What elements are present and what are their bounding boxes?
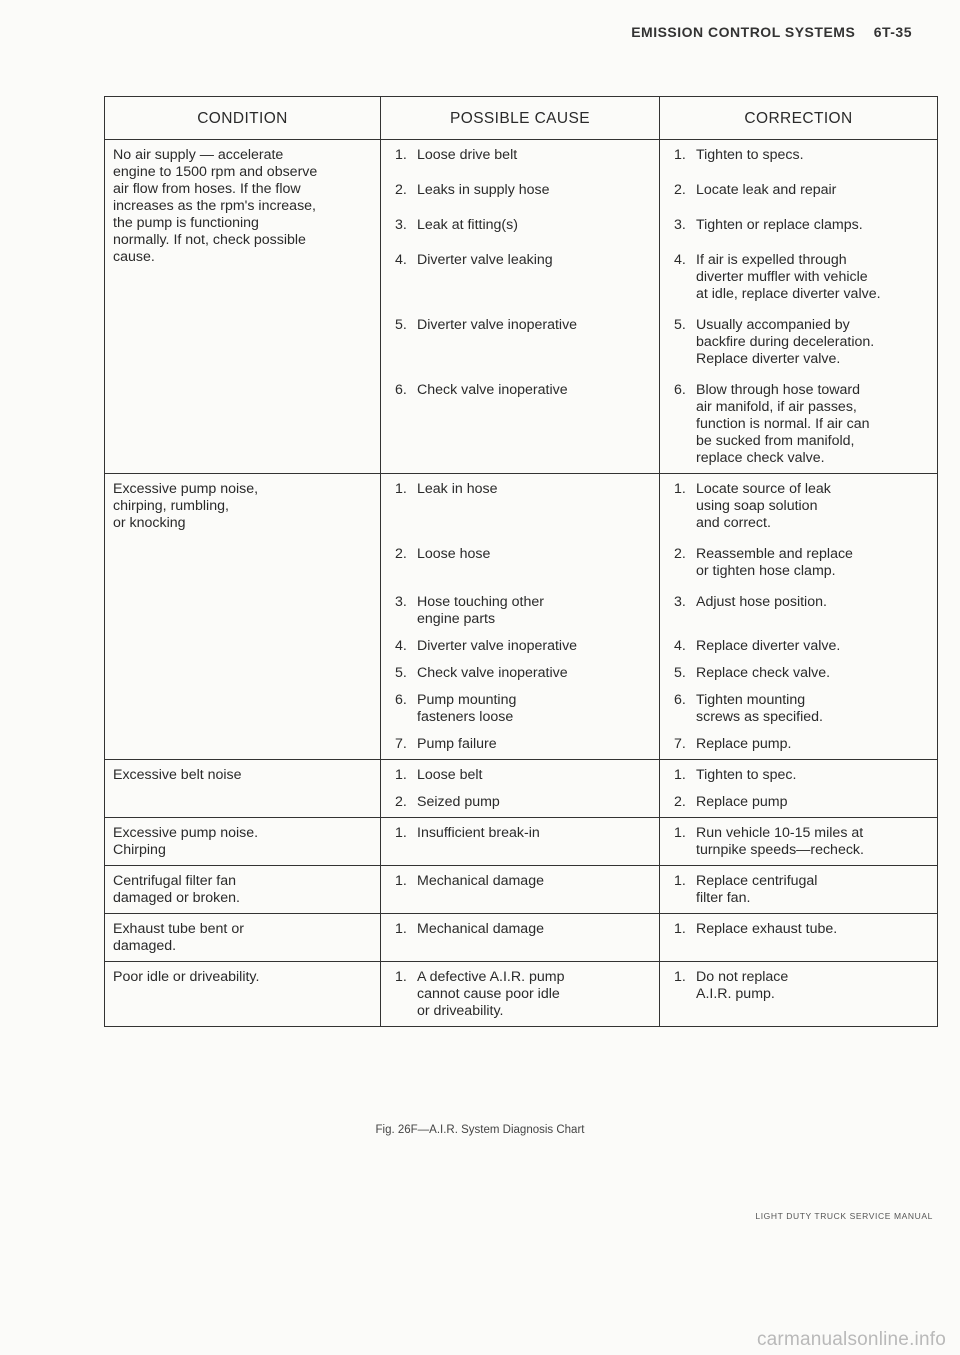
manual-footer: LIGHT DUTY TRUCK SERVICE MANUAL	[755, 1211, 933, 1221]
correction-item-text: Replace exhaust tube.	[696, 921, 838, 937]
cause-item-text: Diverter valve leaking	[417, 252, 553, 268]
correction-item	[668, 825, 929, 859]
correction-item	[668, 481, 929, 532]
condition-cell	[105, 866, 381, 914]
cause-item-number: 5.	[395, 665, 407, 681]
correction-cell	[660, 962, 938, 1027]
condition-text: Poor idle or driveability.	[113, 969, 260, 985]
correction-item-number: 1.	[674, 969, 686, 985]
cause-item	[389, 252, 651, 303]
cause-item	[389, 692, 651, 726]
correction-item	[668, 873, 929, 907]
condition-text: Excessive pump noise, chirping, rumbling, or knocking	[113, 481, 259, 531]
condition-text: Excessive pump noise. Chirping	[113, 825, 259, 858]
possible-cause-cell	[381, 866, 660, 914]
correction-item-text: Replace diverter valve.	[696, 638, 841, 654]
cause-item-text: Leaks in supply hose	[417, 182, 550, 198]
possible-cause-cell	[381, 962, 660, 1027]
correction-item	[668, 767, 929, 784]
cause-item	[389, 182, 651, 199]
table-body	[105, 140, 938, 1027]
correction-item-text: Replace pump	[696, 794, 788, 810]
condition-text: Exhaust tube bent or damaged.	[113, 921, 244, 954]
cause-item-text: Mechanical damage	[417, 873, 544, 889]
correction-item	[668, 594, 929, 628]
correction-item	[668, 794, 929, 811]
condition-cell	[105, 760, 381, 818]
cause-item	[389, 921, 651, 938]
correction-item	[668, 382, 929, 467]
column-header-possible-cause: POSSIBLE CAUSE	[381, 97, 660, 140]
cause-item-text: Loose drive belt	[417, 147, 518, 163]
correction-item-text: Tighten or replace clamps.	[696, 217, 863, 233]
correction-item-text: Usually accompanied by backfire during deceleration. Replace diverter valve.	[696, 317, 875, 367]
correction-item-text: Tighten to specs.	[696, 147, 804, 163]
cause-item-number: 3.	[395, 594, 407, 610]
table-row	[105, 474, 938, 760]
correction-item-text: Adjust hose position.	[696, 594, 827, 610]
correction-item-text: Locate leak and repair	[696, 182, 837, 198]
cause-item	[389, 382, 651, 467]
condition-cell	[105, 140, 381, 474]
watermark: carmanualsonline.info	[756, 1329, 946, 1350]
cause-item	[389, 767, 651, 784]
cause-item-number: 1.	[395, 825, 407, 841]
correction-cell	[660, 866, 938, 914]
table-row	[105, 818, 938, 866]
correction-item-text: Blow through hose toward air manifold, if air passes, function is normal. If air can be sucked from manifold, replace check valve.	[696, 382, 870, 466]
correction-item-number: 2.	[674, 546, 686, 562]
correction-item	[668, 736, 929, 753]
correction-item-number: 4.	[674, 252, 686, 268]
correction-item-number: 5.	[674, 665, 686, 681]
correction-cell	[660, 474, 938, 760]
condition-cell	[105, 474, 381, 760]
cause-item-number: 1.	[395, 481, 407, 497]
correction-item-number: 3.	[674, 217, 686, 233]
correction-item	[668, 182, 929, 199]
condition-text: Centrifugal filter fan damaged or broken.	[113, 873, 240, 906]
cause-item-text: Diverter valve inoperative	[417, 317, 578, 333]
correction-item-text: If air is expelled through diverter muffler with vehicle at idle, replace diverter valve.	[696, 252, 881, 302]
cause-item-number: 4.	[395, 638, 407, 654]
correction-item-number: 3.	[674, 594, 686, 610]
cause-item-text: Insufficient break-in	[417, 825, 540, 841]
possible-cause-cell	[381, 760, 660, 818]
cause-item-number: 1.	[395, 873, 407, 889]
cause-item-number: 7.	[395, 736, 407, 752]
cause-item-number: 5.	[395, 317, 407, 333]
correction-item-number: 1.	[674, 481, 686, 497]
correction-item	[668, 665, 929, 682]
cause-item-number: 6.	[395, 382, 407, 398]
condition-text: No air supply — accelerate engine to 1500 rpm and observe air flow from hoses. If the flow increases as the rpm's increase, the pump is functioning normally. If not, check possible cause.	[113, 147, 318, 265]
cause-item-number: 1.	[395, 969, 407, 985]
correction-item	[668, 692, 929, 726]
possible-cause-cell	[381, 818, 660, 866]
cause-item	[389, 317, 651, 368]
correction-item-text: Replace pump.	[696, 736, 792, 752]
correction-item-text: Tighten to spec.	[696, 767, 797, 783]
cause-item-text: Check valve inoperative	[417, 382, 568, 398]
correction-item-number: 5.	[674, 317, 686, 333]
correction-item	[668, 546, 929, 580]
cause-item-text: Pump mounting fasteners loose	[417, 692, 517, 725]
correction-item-text: Tighten mounting screws as specified.	[696, 692, 823, 725]
correction-cell	[660, 140, 938, 474]
correction-item	[668, 638, 929, 655]
cause-item-text: Pump failure	[417, 736, 497, 752]
figure-caption: Fig. 26F—A.I.R. System Diagnosis Chart	[375, 1124, 585, 1136]
cause-item	[389, 873, 651, 907]
cause-item-number: 1.	[395, 767, 407, 783]
cause-item-number: 6.	[395, 692, 407, 708]
page-number: 6T-35	[873, 24, 912, 40]
correction-item-number: 2.	[674, 182, 686, 198]
cause-item-number: 2.	[395, 794, 407, 810]
correction-item-text: Reassemble and replace or tighten hose clamp.	[696, 546, 853, 579]
correction-item-text: Replace centrifugal filter fan.	[696, 873, 818, 906]
correction-item-number: 1.	[674, 147, 686, 163]
cause-item-text: Mechanical damage	[417, 921, 544, 937]
cause-item-text: Diverter valve inoperative	[417, 638, 578, 654]
correction-item-number: 6.	[674, 382, 686, 398]
cause-item-number: 4.	[395, 252, 407, 268]
cause-item	[389, 969, 651, 1020]
condition-cell	[105, 914, 381, 962]
cause-item	[389, 825, 651, 859]
cause-item-number: 1.	[395, 921, 407, 937]
correction-item-number: 1.	[674, 873, 686, 889]
diagnosis-table	[104, 96, 938, 1027]
section-title: EMISSION CONTROL SYSTEMS	[631, 24, 856, 40]
cause-item-text: Leak at fitting(s)	[417, 217, 518, 233]
table-row	[105, 914, 938, 962]
correction-item	[668, 147, 929, 164]
cause-item	[389, 147, 651, 164]
correction-cell	[660, 914, 938, 962]
correction-item-number: 4.	[674, 638, 686, 654]
page-header	[631, 24, 912, 40]
cause-item	[389, 736, 651, 753]
header-row	[105, 97, 938, 140]
possible-cause-cell	[381, 474, 660, 760]
correction-item-text: Locate source of leak using soap solution and correct.	[696, 481, 831, 531]
cause-item	[389, 794, 651, 811]
correction-item-number: 6.	[674, 692, 686, 708]
correction-item-number: 1.	[674, 825, 686, 841]
cause-item	[389, 217, 651, 234]
cause-item-text: Seized pump	[417, 794, 500, 810]
correction-item-text: Do not replace A.I.R. pump.	[696, 969, 789, 1002]
cause-item	[389, 594, 651, 628]
possible-cause-cell	[381, 140, 660, 474]
cause-item-text: Loose hose	[417, 546, 491, 562]
table-row	[105, 866, 938, 914]
cause-item-text: Hose touching other engine parts	[417, 594, 544, 627]
cause-item-number: 2.	[395, 182, 407, 198]
correction-item	[668, 969, 929, 1020]
cause-item-text: Loose belt	[417, 767, 483, 783]
correction-item-number: 7.	[674, 736, 686, 752]
cause-item-text: Leak in hose	[417, 481, 498, 497]
cause-item-number: 2.	[395, 546, 407, 562]
condition-text: Excessive belt noise	[113, 767, 242, 783]
cause-item-text: A defective A.I.R. pump cannot cause poor idle or driveability.	[417, 969, 565, 1019]
cause-item	[389, 638, 651, 655]
possible-cause-cell	[381, 914, 660, 962]
cause-item	[389, 665, 651, 682]
correction-item-text: Replace check valve.	[696, 665, 831, 681]
correction-cell	[660, 818, 938, 866]
cause-item	[389, 546, 651, 580]
correction-item	[668, 217, 929, 234]
correction-item-text: Run vehicle 10-15 miles at turnpike speeds—recheck.	[696, 825, 864, 858]
column-header-condition: CONDITION	[105, 97, 381, 140]
condition-cell	[105, 962, 381, 1027]
correction-cell	[660, 760, 938, 818]
correction-item-number: 1.	[674, 767, 686, 783]
table-row	[105, 760, 938, 818]
table-row	[105, 140, 938, 474]
correction-item	[668, 317, 929, 368]
condition-cell	[105, 818, 381, 866]
correction-item	[668, 921, 929, 938]
column-header-correction: CORRECTION	[660, 97, 938, 140]
correction-item-number: 2.	[674, 794, 686, 810]
correction-item-number: 1.	[674, 921, 686, 937]
cause-item	[389, 481, 651, 532]
cause-item-number: 3.	[395, 217, 407, 233]
cause-item-text: Check valve inoperative	[417, 665, 568, 681]
table-row	[105, 962, 938, 1027]
cause-item-number: 1.	[395, 147, 407, 163]
correction-item	[668, 252, 929, 303]
